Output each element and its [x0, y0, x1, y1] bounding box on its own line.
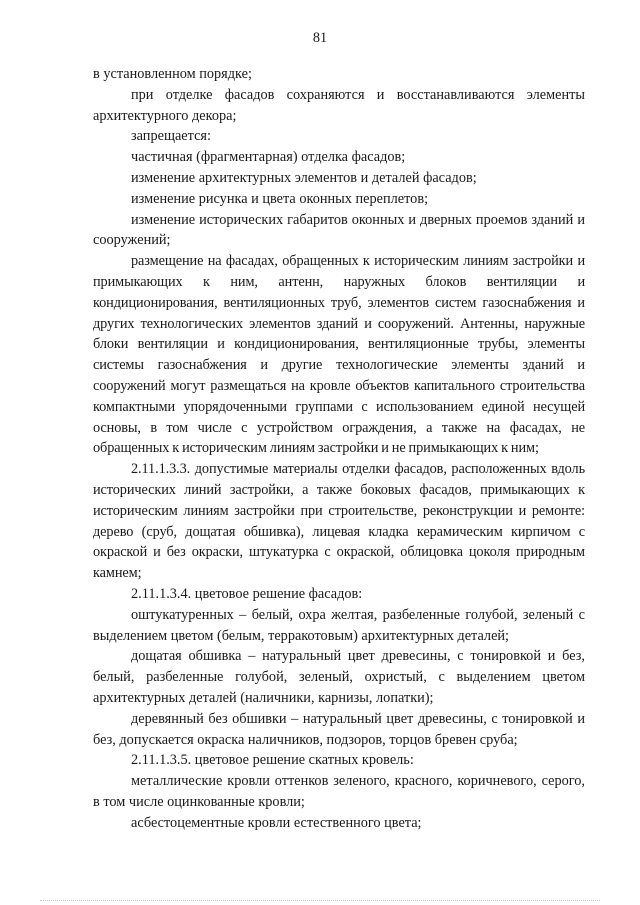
paragraph: при отделке фасадов сохраняются и восстанавливаются элементы архитектурного декора;	[93, 86, 585, 124]
body-text	[93, 64, 585, 833]
list-item: дощатая обшивка – натуральный цвет древесины, с тонировкой и без, белый, разбеленные голубой, зеленый, охристый, с выделением цветом архитектурных деталей (наличники, карнизы, лопатки);	[93, 648, 585, 706]
list-item: деревянный без обшивки – натуральный цвет древесины, с тонировкой и без, допускается окраска наличников, подзоров, торцов бревен сруба;	[93, 710, 585, 748]
section-heading: 2.11.1.3.4. цветовое решение фасадов:	[131, 585, 363, 602]
list-item: асбестоцементные кровли естественного цвета;	[131, 814, 422, 831]
section-paragraph: 2.11.1.3.3. допустимые материалы отделки фасадов, расположенных вдоль исторических линий застройки, а также боковых фасадов, примыкающих к историческим линиям застройки при строительстве, реконструкции и ремонте: дерево (сруб, дощатая обшивка), лицевая кладка керамическим кирпичом с окраской и без окраски, штукатурка с окраской, облицовка цоколя природным камнем;	[93, 461, 585, 582]
list-item: частичная (фрагментарная) отделка фасадов;	[131, 149, 406, 166]
list-item: оштукатуренных – белый, охра желтая, разбеленные голубой, зеленый с выделением цветом (белым, терракотовым) архитектурных деталей;	[93, 606, 585, 644]
section-heading: 2.11.1.3.5. цветовое решение скатных кровель:	[131, 752, 414, 769]
paragraph: в установленном порядке;	[93, 66, 252, 82]
scan-edge-divider	[40, 900, 600, 902]
list-item: размещение на фасадах, обращенных к историческим линиям застройки и примыкающих к ним, антенн, наружных блоков вентиляции и кондиционирования, вентиляционных труб, элементов систем газоснабжения и других технологических элементов зданий и сооружений. Антенны, наружные блоки вентиляции и кондиционирования, вентиляционные трубы, элементы системы газоснабжения и другие технологические элементы зданий и сооружений могут размещаться на кровле объектов капитального строительства компактными упорядоченными группами с использованием единой несущей основы, в том числе с устройством ограждения, а также на фасадах, не обращенных к историческим линиям застройки и не примыкающих к ним;	[93, 253, 585, 457]
list-item: изменение рисунка и цвета оконных переплетов;	[131, 190, 429, 207]
list-item: металлические кровли оттенков зеленого, красного, коричневого, серого, в том числе оцинкованные кровли;	[93, 773, 585, 810]
paragraph: запрещается:	[131, 128, 211, 145]
page-number: 81	[312, 30, 328, 46]
list-item: изменение исторических габаритов оконных и дверных проемов зданий и сооружений;	[93, 211, 585, 249]
list-item: изменение архитектурных элементов и деталей фасадов;	[131, 169, 477, 186]
